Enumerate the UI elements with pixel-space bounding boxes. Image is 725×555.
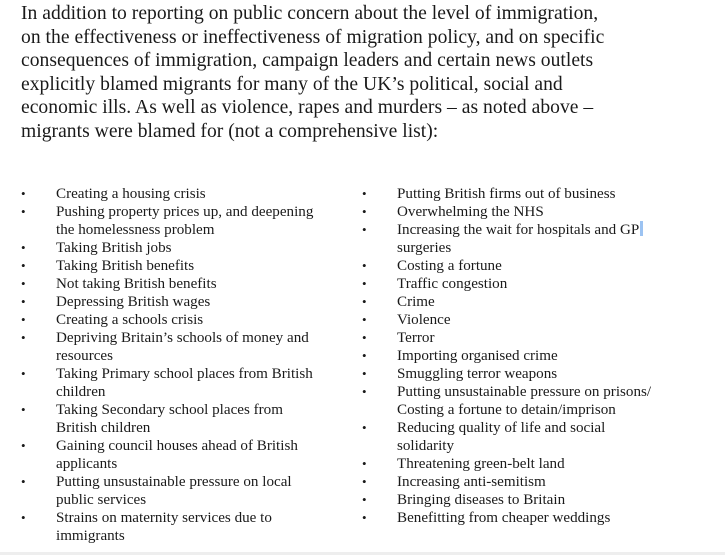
bullet-icon: • <box>362 348 367 363</box>
list-item-text: applicants <box>56 456 118 472</box>
list-item-text: Taking British jobs <box>56 240 172 256</box>
list-item <box>362 383 707 419</box>
list-item <box>362 221 707 257</box>
list-item <box>21 365 361 401</box>
list-item-text: Bringing diseases to Britain <box>397 492 566 508</box>
list-item <box>21 311 361 329</box>
intro-line: explicitly blamed migrants for many of the UK’s political, social and <box>21 73 563 95</box>
list-item-text: Depriving Britain’s schools of money and <box>56 330 309 346</box>
list-item-text: Putting unsustainable pressure on prisons/ <box>397 384 652 400</box>
text-cursor-icon <box>640 221 643 236</box>
list-item <box>21 275 361 293</box>
list-item-text: Increasing the wait for hospitals and GP <box>397 221 707 239</box>
bullet-icon: • <box>362 384 367 399</box>
intro-line: migrants were blamed for (not a comprehensive list): <box>21 120 439 142</box>
list-item <box>21 329 361 365</box>
list-item-text: Costing a fortune to detain/imprison <box>397 402 616 418</box>
list-item <box>21 203 361 239</box>
list-item <box>362 185 707 203</box>
bullet-icon: • <box>21 204 26 219</box>
list-item-text: Strains on maternity services due to <box>56 510 272 526</box>
bullet-icon: • <box>21 240 26 255</box>
list-item <box>362 293 707 311</box>
list-item-text: Taking Primary school places from British <box>56 366 313 382</box>
list-item-text: Not taking British benefits <box>56 276 217 292</box>
list-item-text: Depressing British wages <box>56 294 211 310</box>
bullet-icon: • <box>362 510 367 525</box>
intro-paragraph <box>21 2 721 143</box>
list-item <box>362 275 707 293</box>
list-item-text: Creating a schools crisis <box>56 312 204 328</box>
left-bullet-list <box>21 185 361 545</box>
list-item-text: Taking British benefits <box>56 258 195 274</box>
list-item-text: immigrants <box>56 528 125 544</box>
list-item-text: Gaining council houses ahead of British <box>56 438 298 454</box>
list-item-text: public services <box>56 492 147 508</box>
list-item-text: Crime <box>397 294 435 310</box>
list-item <box>21 293 361 311</box>
list-item-text: Putting unsustainable pressure on local <box>56 474 292 490</box>
bullet-icon: • <box>21 402 26 417</box>
intro-line: In addition to reporting on public concern about the level of immigration, <box>21 3 599 24</box>
bullet-icon: • <box>362 204 367 219</box>
bullet-icon: • <box>21 186 26 201</box>
list-item <box>362 203 707 221</box>
bullet-icon: • <box>362 294 367 309</box>
list-item-text: Overwhelming the NHS <box>397 204 544 220</box>
bullet-icon: • <box>21 294 26 309</box>
bullet-icon: • <box>21 258 26 273</box>
bullet-icon: • <box>362 474 367 489</box>
bullet-icon: • <box>362 276 367 291</box>
list-item <box>21 185 361 203</box>
list-item-text: Pushing property prices up, and deepening <box>56 204 314 220</box>
list-item-text: solidarity <box>397 438 455 454</box>
list-item <box>362 257 707 275</box>
list-item <box>21 509 361 545</box>
list-item <box>362 455 707 473</box>
bullet-icon: • <box>362 186 367 201</box>
list-item <box>362 347 707 365</box>
list-item-text: children <box>56 384 106 400</box>
list-item-text: the homelessness problem <box>56 222 215 238</box>
list-item-text: Putting British firms out of business <box>397 186 616 202</box>
list-item <box>21 437 361 473</box>
bullet-icon: • <box>21 474 26 489</box>
bullet-icon: • <box>21 276 26 291</box>
bullet-icon: • <box>21 438 26 453</box>
list-item <box>362 329 707 347</box>
list-item-text: Benefitting from cheaper weddings <box>397 510 611 526</box>
list-item-text: Creating a housing crisis <box>56 186 206 202</box>
intro-line: consequences of immigration, campaign leaders and certain news outlets <box>21 50 594 71</box>
list-item-text: Traffic congestion <box>397 276 508 292</box>
list-item-text: Terror <box>397 330 435 346</box>
list-item <box>362 491 707 509</box>
intro-line: economic ills. As well as violence, rapes and murders – as noted above – <box>21 97 594 118</box>
bullet-icon: • <box>21 330 26 345</box>
list-item-text: Violence <box>397 312 451 328</box>
bullet-icon: • <box>362 420 367 435</box>
bullet-icon: • <box>362 330 367 345</box>
bullet-icon: • <box>362 456 367 471</box>
list-item-text: Importing organised crime <box>397 348 558 364</box>
bullet-icon: • <box>362 222 367 237</box>
right-bullet-list <box>362 185 707 527</box>
list-item-text: British children <box>56 420 151 436</box>
list-item <box>362 419 707 455</box>
bullet-icon: • <box>21 312 26 327</box>
bullet-icon: • <box>362 312 367 327</box>
intro-line: on the effectiveness or ineffectiveness of migration policy, and on specific <box>21 26 605 48</box>
bullet-icon: • <box>21 510 26 525</box>
list-item-text: Increasing anti-semitism <box>397 474 546 490</box>
list-item <box>21 239 361 257</box>
list-item <box>21 401 361 437</box>
list-item-text: Smuggling terror weapons <box>397 366 558 382</box>
list-item-text: surgeries <box>397 240 452 256</box>
list-item <box>362 365 707 383</box>
bullet-icon: • <box>362 258 367 273</box>
list-item <box>362 473 707 491</box>
bullet-icon: • <box>362 366 367 381</box>
list-item <box>362 311 707 329</box>
list-item-text: Reducing quality of life and social <box>397 420 606 436</box>
list-item <box>21 257 361 275</box>
list-item <box>21 473 361 509</box>
list-item-text: Taking Secondary school places from <box>56 402 283 418</box>
bullet-icon: • <box>362 492 367 507</box>
bullet-icon: • <box>21 366 26 381</box>
list-item <box>362 509 707 527</box>
list-item-text: resources <box>56 348 113 364</box>
list-item-text: Threatening green-belt land <box>397 456 565 472</box>
list-item-text: Costing a fortune <box>397 258 502 274</box>
